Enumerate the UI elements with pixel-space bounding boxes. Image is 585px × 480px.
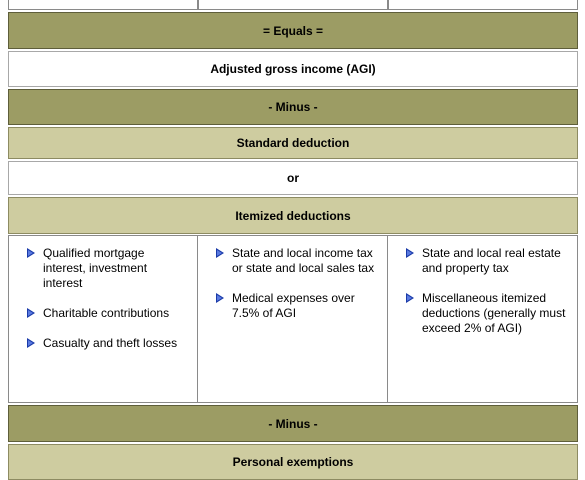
item-text: Qualified mortgage interest, investment interest <box>43 246 148 290</box>
minus-label-2: - Minus - <box>268 416 318 431</box>
list-item <box>422 246 567 276</box>
agi-row <box>8 51 578 87</box>
list-item <box>422 291 567 336</box>
item-text: Casualty and theft losses <box>43 336 178 350</box>
list-item <box>232 246 377 276</box>
itemized-deductions-label: Itemized deductions <box>235 208 351 223</box>
itemized-column-2 <box>198 235 388 403</box>
top-cell <box>388 0 578 10</box>
or-row <box>8 161 578 195</box>
minus-row-2 <box>8 405 578 442</box>
item-text: State and local income tax or state and local sales tax <box>232 246 375 275</box>
triangle-bullet-icon <box>27 338 35 348</box>
agi-label: Adjusted gross income (AGI) <box>210 62 376 76</box>
itemized-deductions-row <box>8 197 578 234</box>
item-text: Charitable contributions <box>43 306 170 320</box>
item-text: State and local real estate and property tax <box>422 246 561 275</box>
top-table-cells <box>8 0 578 10</box>
or-label: or <box>287 171 299 185</box>
minus-row-1 <box>8 89 578 125</box>
equals-label: = Equals = <box>262 23 324 38</box>
triangle-bullet-icon <box>27 248 35 258</box>
list-item <box>43 246 187 291</box>
triangle-bullet-icon <box>406 293 414 303</box>
triangle-bullet-icon <box>216 248 224 258</box>
itemized-column-3 <box>388 235 578 403</box>
personal-exemptions-row <box>8 444 578 480</box>
list-item <box>43 336 187 351</box>
itemized-columns <box>8 235 578 403</box>
item-text: Medical expenses over 7.5% of AGI <box>232 291 355 320</box>
item-text: Miscellaneous itemized deductions (generally must exceed 2% of AGI) <box>422 291 566 335</box>
list-item <box>232 291 377 321</box>
equals-row <box>8 12 578 49</box>
triangle-bullet-icon <box>216 293 224 303</box>
triangle-bullet-icon <box>406 248 414 258</box>
list-item <box>43 306 187 321</box>
triangle-bullet-icon <box>27 308 35 318</box>
itemized-column-1 <box>8 235 198 403</box>
minus-label-1: - Minus - <box>268 100 318 114</box>
top-cell <box>8 0 198 10</box>
standard-deduction-label: Standard deduction <box>236 136 350 150</box>
personal-exemptions-label: Personal exemptions <box>232 455 354 469</box>
top-cell <box>198 0 388 10</box>
standard-deduction-row <box>8 127 578 159</box>
